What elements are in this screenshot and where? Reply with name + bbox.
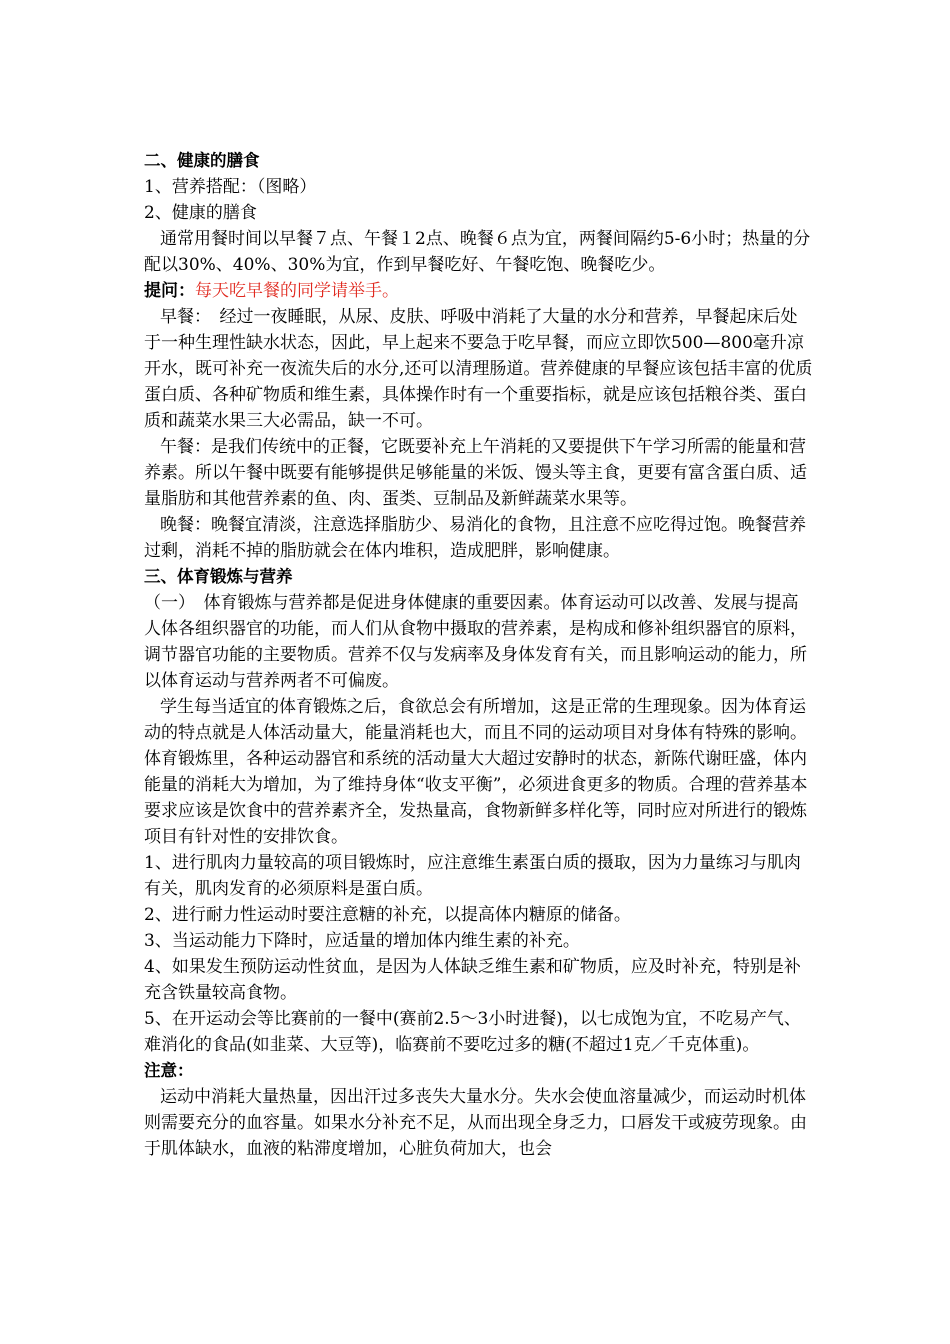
paragraph-dinner: 晚餐：晚餐宜清淡，注意选择脂肪少、易消化的食物，且注意不应吃得过饱。晚餐营养过剩，消耗不掉的脂肪就会在体内堆积，造成肥胖，影响健康。 [144, 515, 806, 561]
list-item-healthy-diet: 2、健康的膳食 [144, 203, 257, 223]
paragraph-breakfast: 早餐： 经过一夜睡眠，从尿、皮肤、呼吸中消耗了大量的水分和营养，早餐起床后处于一种生理性缺水状态，因此，早上起来不要急于吃早餐，而应立即饮500—800毫升凉开水，既可补充一夜流失后的水分,还可以清理肠道。营养健康的早餐应该包括丰富的优质蛋白质、各种矿物质和维生素，具体操作时有一个重要指标，就是应该包括粮谷类、蛋白质和蔬菜水果三大必需品，缺一不可。 [144, 307, 813, 431]
rule-item-4: 4、如果发生预防运动性贫血，是因为人体缺乏维生素和矿物质，应及时补充，特别是补充含铁量较高食物。 [144, 957, 801, 1003]
question-text: 每天吃早餐的同学请举手。 [195, 281, 399, 301]
document-page [144, 148, 814, 1162]
paragraph-note: 运动中消耗大量热量，因出汗过多丧失大量水分。失水会使血溶量减少，而运动时机体则需要充分的血容量。如果水分补充不足，从而出现全身乏力，口唇发干或疲劳现象。由于肌体缺水，血液的粘滞度增加，心脏负荷加大，也会 [144, 1087, 807, 1159]
note-heading: 注意： [144, 1061, 194, 1080]
section-heading-diet: 二、健康的膳食 [144, 151, 260, 170]
section-heading-sport: 三、体育锻炼与营养 [144, 567, 293, 586]
paragraph-meal-times: 通常用餐时间以早餐７点、午餐１2点、晚餐６点为宜，两餐间隔约5-6小时；热量的分配以30%、40%、30%为宜，作到早餐吃好、午餐吃饱、晚餐吃少。 [144, 229, 811, 275]
rule-item-1: 1、进行肌肉力量较高的项目锻炼时，应注意维生素蛋白质的摄取，因为力量练习与肌肉有关，肌肉发育的必须原料是蛋白质。 [144, 853, 801, 899]
rule-item-5: 5、在开运动会等比赛前的一餐中(赛前2.5～3小时进餐)，以七成饱为宜，不吃易产气、难消化的食品(如韭菜、大豆等)，临赛前不要吃过多的糖(不超过1克／千克体重)。 [144, 1009, 801, 1055]
rule-item-2: 2、进行耐力性运动时要注意糖的补充，以提高体内糖原的储备。 [144, 905, 631, 925]
paragraph-lunch: 午餐：是我们传统中的正餐，它既要补充上午消耗的又要提供下午学习所需的能量和营养素。所以午餐中既要有能够提供足够能量的米饭、馒头等主食，更要有富含蛋白质、适量脂肪和其他营养素的鱼、肉、蛋类、豆制品及新鲜蔬菜水果等。 [144, 437, 807, 509]
question-line [144, 278, 814, 304]
list-item-nutrition-mix: 1、营养搭配：（图略） [144, 177, 317, 197]
question-label: 提问： [144, 281, 195, 301]
rule-item-3: 3、当运动能力下降时，应适量的增加体内维生素的补充。 [144, 931, 580, 951]
paragraph-sport-intro: （一） 体育锻炼与营养都是促进身体健康的重要因素。体育运动可以改善、发展与提高人体各组织器官的功能，而人们从食物中摄取的营养素，是构成和修补组织器官的原料，调节器官功能的主要物质。营养不仅与发病率及身体发育有关，而且影响运动的能力，所以体育运动与营养两者不可偏废。 [144, 593, 807, 691]
paragraph-sport-appetite: 学生每当适宜的体育锻炼之后，食欲总会有所增加，这是正常的生理现象。因为体育运动的特点就是人体活动量大，能量消耗也大，而且不同的运动项目对身体有特殊的影响。体育锻炼里，各种运动器官和系统的活动量大大超过安静时的状态，新陈代谢旺盛，体内能量的消耗大为增加，为了维持身体“收支平衡”，必须进食更多的物质。合理的营养基本要求应该是饮食中的营养素齐全，发热量高，食物新鲜多样化等，同时应对所进行的锻炼项目有针对性的安排饮食。 [144, 697, 808, 847]
